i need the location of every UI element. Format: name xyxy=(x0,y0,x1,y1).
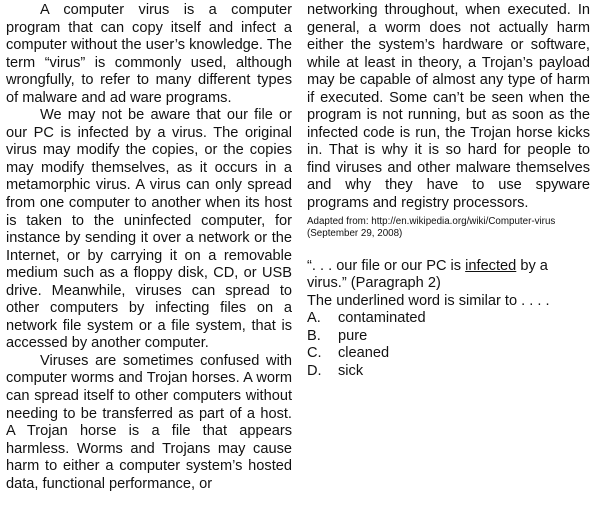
option-letter: B. xyxy=(307,327,321,344)
option-c[interactable] xyxy=(307,345,590,363)
option-letter: C. xyxy=(307,345,322,362)
underlined-word: infected xyxy=(465,257,517,274)
passage-paragraph-1: A computer virus is a computer program that can copy itself and infect a computer without the user’s knowledge. The term “virus” is commonly used, although wrongfully, to refer to many different types of malware and ad ware programs. xyxy=(6,2,292,106)
option-text: contaminated xyxy=(338,310,426,327)
left-column xyxy=(6,2,292,493)
option-a[interactable] xyxy=(307,310,590,328)
option-text: pure xyxy=(338,327,368,344)
option-text: sick xyxy=(338,362,364,379)
question-quote xyxy=(307,258,590,293)
passage-paragraph-3: Viruses are sometimes confused with computer worms and Trojan horses. A worm can spread itself to other computers without needing to be transferred as part of a host. A Trojan horse is a file that appears harmless. Worms and Trojans may cause harm to either a computer system’s hosted data, functional performance, or xyxy=(6,352,292,492)
source-citation: Adapted from: http://en.wikipedia.org/wiki/Computer-virus (September 29, 2008) xyxy=(307,215,556,239)
passage-continuation: networking throughout, when executed. In general, a worm does not actually harm either the system’s hardware or software, while at least in theory, a Trojan’s payload may be capable of almost any type of harm if executed. Some can’t be seen when the program is not running, but as soon as the infected code is run, the Trojan horse kicks in. That is why it is so hard for people to find viruses and other malware themselves and why they have to use spyware programs and registry processors. xyxy=(307,2,590,212)
quote-end: by a virus.” (Paragraph 2) xyxy=(307,257,548,292)
passage-paragraph-2: We may not be aware that our file or our PC is infected by a virus. The original virus may modify the copies, or the copies may modify themselves, as it occurs in a metamorphic virus. A virus can only spread from one computer to another when its host is taken to the uninfected computer, for instance by sending it over a network or the Internet, or by carrying it on a removable medium such as a floppy disk, CD, or USB drive. Meanwhile, viruses can spread to other computers by infecting files on a network file system or a file system, that is accessed by another computer. xyxy=(6,107,292,352)
option-letter: D. xyxy=(307,362,322,379)
question-block xyxy=(307,258,590,381)
right-column xyxy=(307,2,590,380)
quote-start: “. . . our file or our PC is xyxy=(307,257,466,274)
answer-options xyxy=(307,310,590,380)
question-prompt: The underlined word is similar to . . . . xyxy=(307,292,550,309)
option-b[interactable] xyxy=(307,328,590,346)
option-text: cleaned xyxy=(338,345,390,362)
option-d[interactable] xyxy=(307,363,590,381)
option-letter: A. xyxy=(307,310,321,327)
